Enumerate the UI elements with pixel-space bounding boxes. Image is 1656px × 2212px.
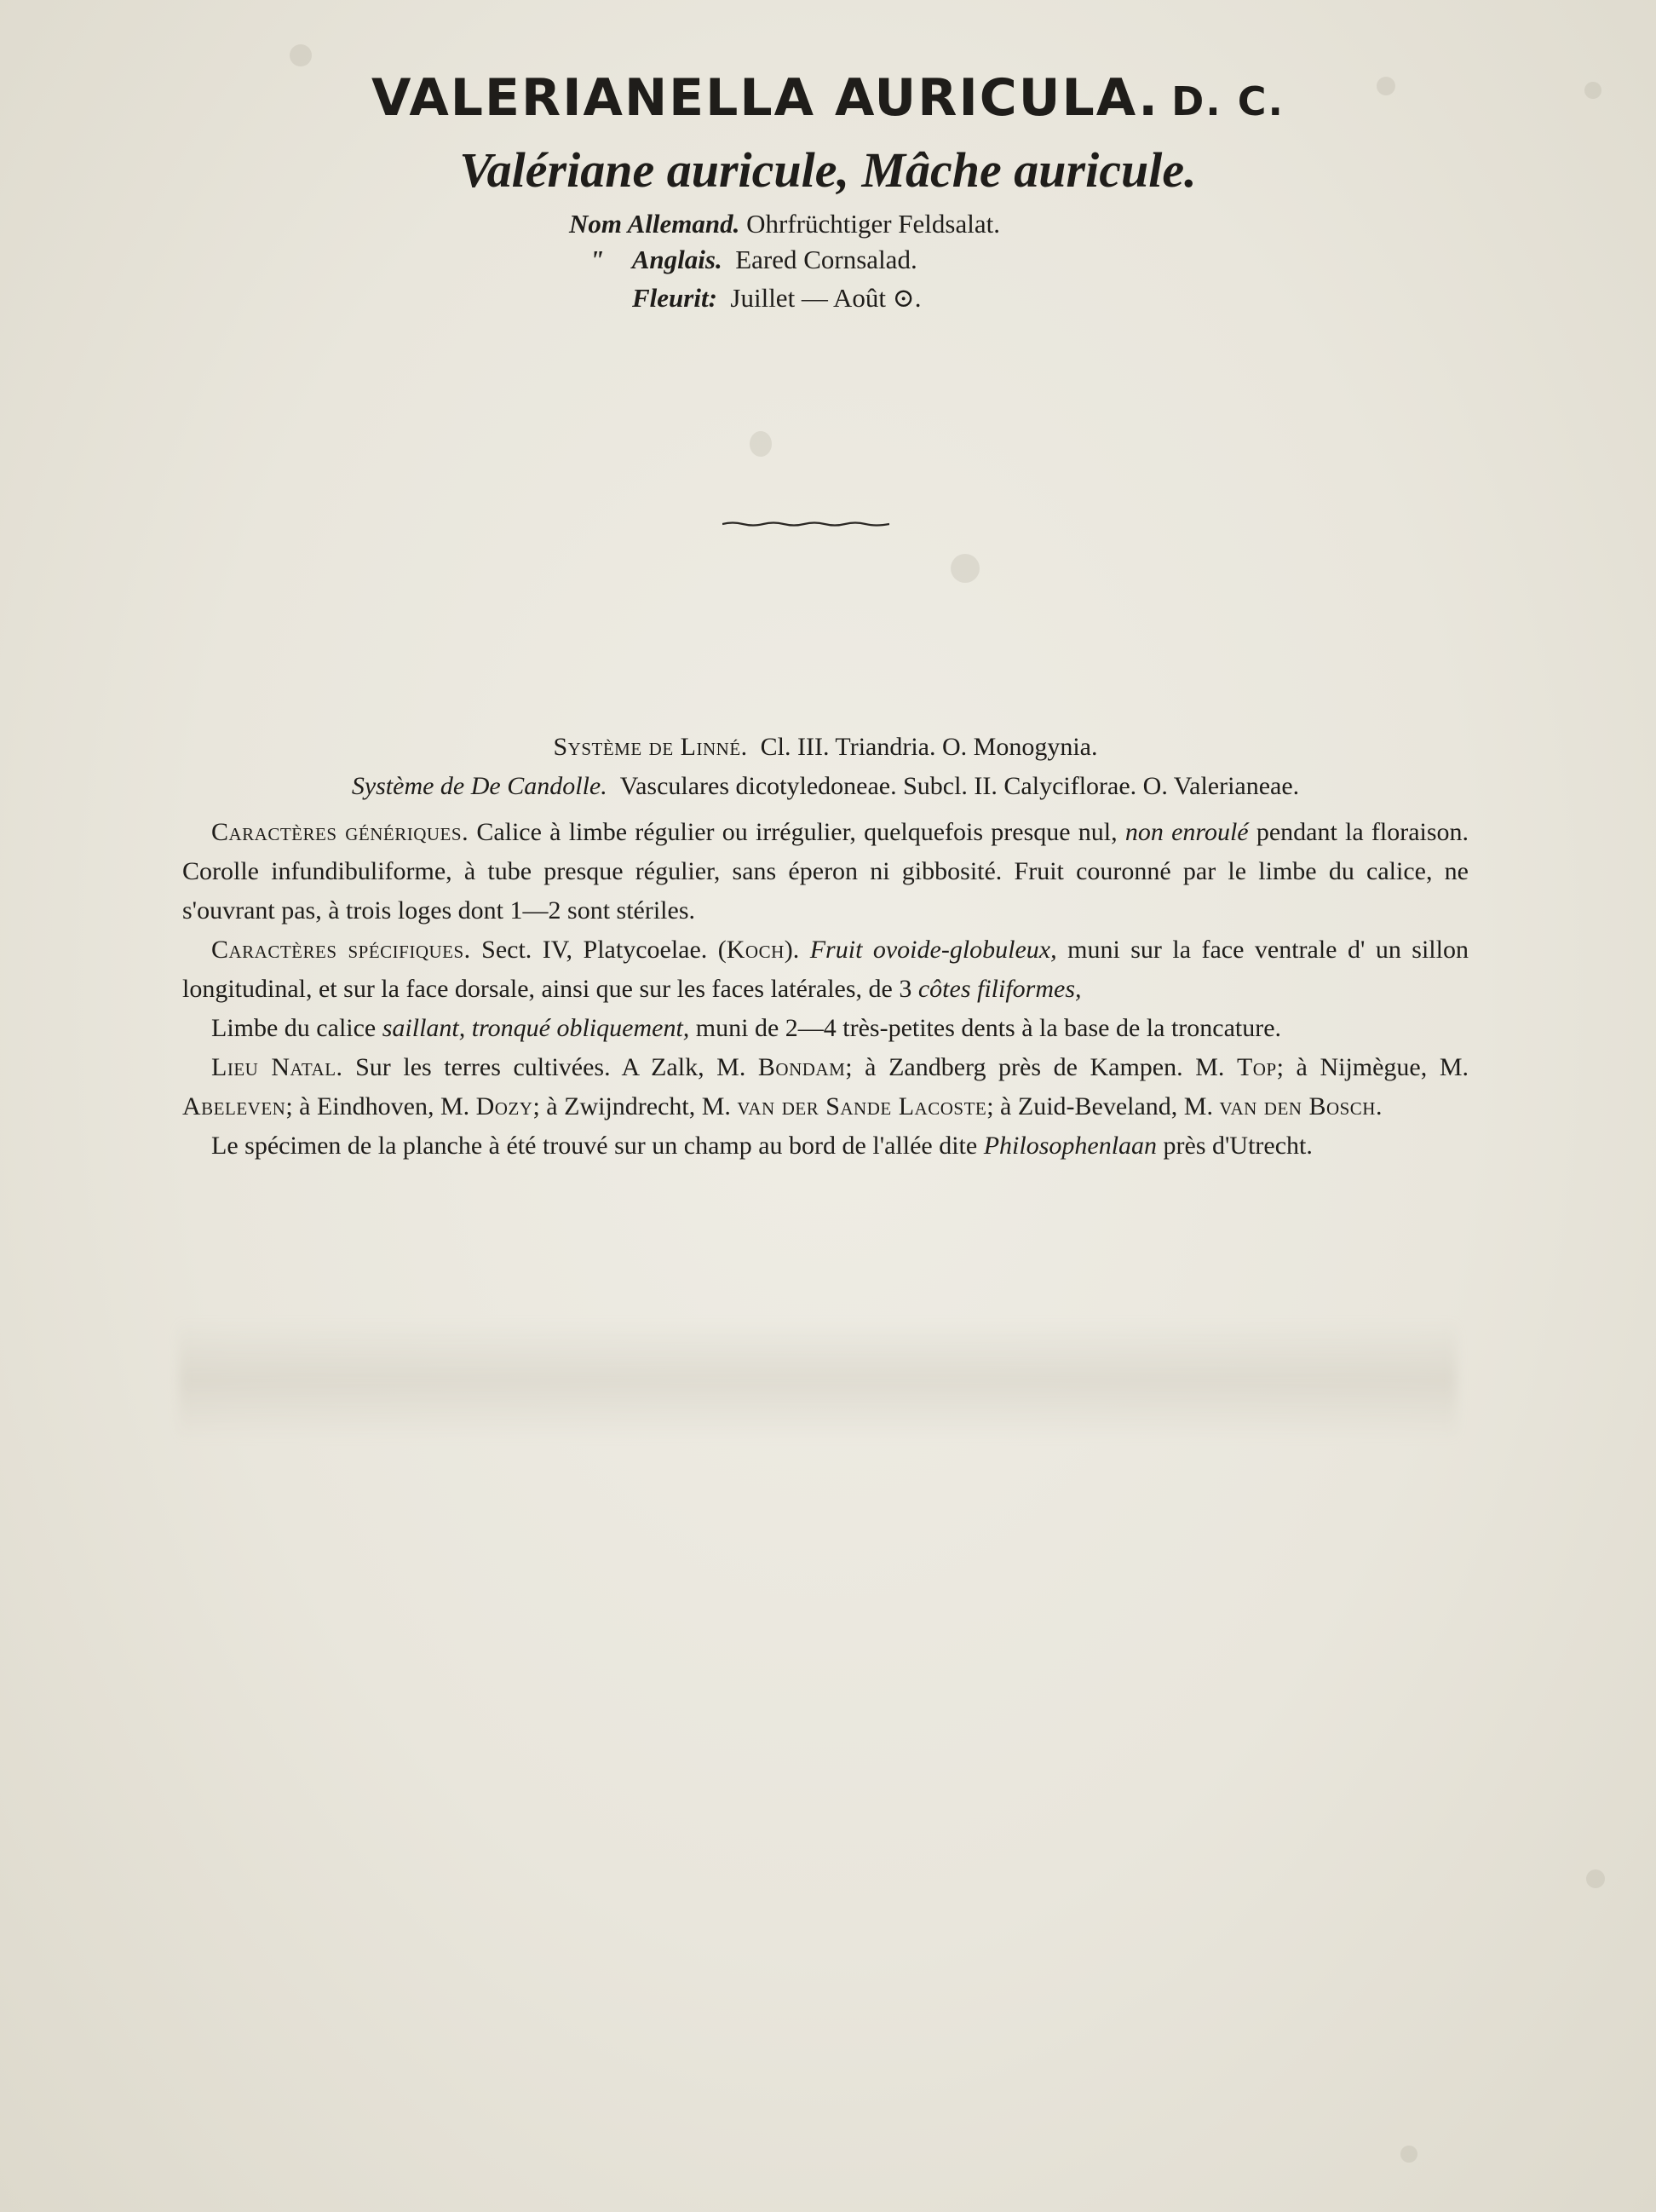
german-label: Nom Allemand. (569, 209, 740, 239)
flowering-period (632, 283, 921, 314)
paper-stain (750, 431, 772, 457)
specific-text-italic-2: côtes filiformes, (917, 975, 1082, 1003)
natal-label: Lieu Natal. (211, 1053, 343, 1081)
specific-text-2: ). (784, 936, 800, 964)
collector-name: Abeleven (182, 1092, 286, 1120)
collector-name: van der Sande Lacoste (737, 1092, 987, 1120)
decandolle-label: Système de De Candolle. (351, 772, 607, 800)
generic-text-1: Calice à limbe régulier ou irrégulier, quelquefois presque nul, (476, 818, 1118, 846)
ornamental-rule (722, 521, 889, 527)
natal-text-7: . (1375, 1092, 1383, 1120)
common-names (569, 206, 1165, 278)
collector-name: Bondam (757, 1053, 846, 1081)
description-body (182, 728, 1469, 1166)
limbe-text-2: muni de 2—4 très-petites dents à la base de la troncature. (695, 1014, 1282, 1042)
paper-stain (1586, 1869, 1605, 1888)
specimen-paragraph (182, 1126, 1469, 1166)
decandolle-system-line (182, 767, 1469, 806)
page-title (0, 68, 1656, 128)
paper-stain (290, 44, 312, 66)
natal-text-4: ; à Eindhoven, M. (285, 1092, 470, 1120)
german-name-row (569, 206, 1165, 242)
page-subtitle: Valériane auricule, Mâche auricule. (459, 142, 1197, 198)
generic-text-italic: non enroulé (1124, 818, 1249, 846)
specimen-text-2: près d'Utrecht. (1163, 1132, 1313, 1160)
show-through-text (179, 1321, 1457, 1440)
specific-text-italic-1: Fruit ovoide-globuleux, (809, 936, 1057, 964)
specific-koch: Koch (726, 936, 785, 964)
native-locations-paragraph (182, 1048, 1469, 1126)
paper-stain (951, 554, 980, 583)
paper-stain (1400, 2146, 1417, 2163)
linne-text: Cl. III. Triandria. O. Monogynia. (760, 733, 1098, 761)
limbe-paragraph (182, 1009, 1469, 1048)
ditto-mark: " (589, 245, 605, 274)
specific-text-3: muni sur la face ventrale d' un sillon longitudinal, et sur la face dorsale, ainsi que sur les faces latérales, de 3 (182, 936, 1469, 1003)
linne-system-line (182, 728, 1469, 767)
english-label: Anglais. (631, 245, 722, 274)
generic-characters-paragraph (182, 813, 1469, 930)
natal-text-3: ; à Nijmègue, M. (1276, 1053, 1469, 1081)
specific-label: Caractères spécifiques. (211, 936, 471, 964)
specimen-text-1: Le spécimen de la planche à été trouvé sur un champ au bord de l'allée dite (211, 1132, 978, 1160)
title-author: D. C. (1171, 78, 1285, 124)
specimen-location-italic: Philosophenlaan (983, 1132, 1158, 1160)
english-name: Eared Cornsalad. (735, 245, 917, 274)
natal-text-1: Sur les terres cultivées. A Zalk, M. (355, 1053, 746, 1081)
english-name-row (569, 242, 1165, 278)
generic-text-2: pendant la floraison. Corolle infundibuliforme, à tube presque régulier, sans éperon ni gibbosité. Fruit couronné par le limbe du calice, ne s'ouvrant pas, à trois loges dont 1—2 sont stériles. (182, 818, 1469, 925)
title-text: VALERIANELLA AURICULA. (371, 68, 1160, 128)
linne-label: Système de Linné. (553, 733, 748, 761)
german-name: Ohrfrüchtiger Feldsalat. (746, 209, 1000, 239)
limbe-text-1: Limbe du calice (211, 1014, 377, 1042)
limbe-text-italic: saillant, tronqué obliquement, (382, 1014, 690, 1042)
natal-text-6: ; à Zuid-Beveland, M. (986, 1092, 1213, 1120)
natal-text-5: ; à Zwijndrecht, M. (532, 1092, 731, 1120)
collector-name: Dozy (475, 1092, 533, 1120)
decandolle-text: Vasculares dicotyledoneae. Subcl. II. Calyciflorae. O. Valerianeae. (619, 772, 1300, 800)
specific-text-1: Sect. IV, Platycoelae. ( (481, 936, 727, 964)
generic-label: Caractères génériques. (211, 818, 469, 846)
fleurit-label: Fleurit: (632, 283, 717, 313)
collector-name: van den Bosch (1219, 1092, 1376, 1120)
natal-text-2: ; à Zandberg près de Kampen. M. (845, 1053, 1225, 1081)
specific-characters-paragraph (182, 930, 1469, 1009)
collector-name: Top (1236, 1053, 1277, 1081)
fleurit-value: Juillet — Août ⊙. (730, 283, 922, 313)
